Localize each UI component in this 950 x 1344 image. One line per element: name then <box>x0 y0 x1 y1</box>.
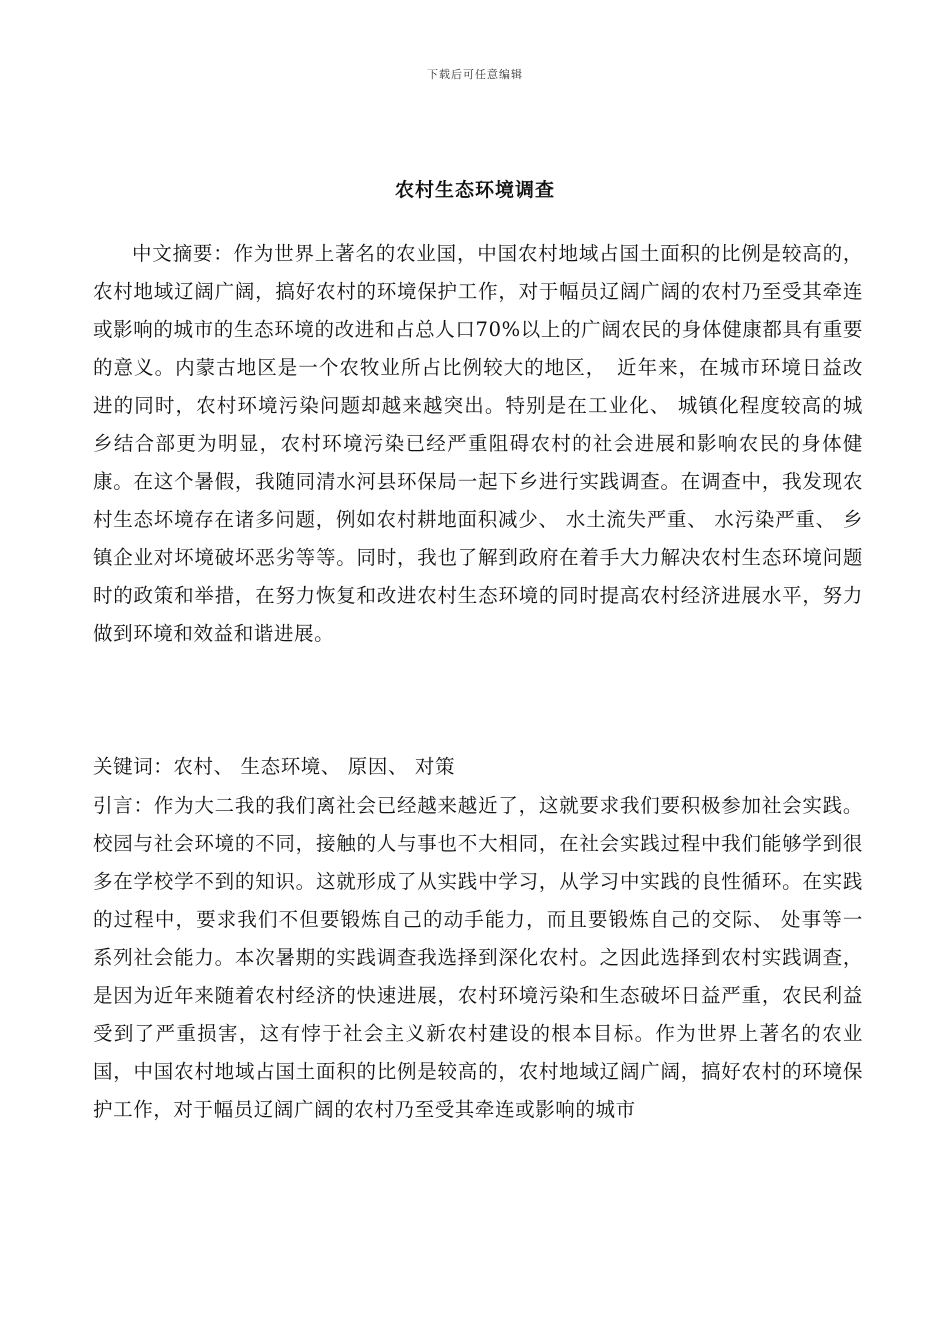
introduction-section <box>93 787 863 1227</box>
abstract-paragraph: 中文摘要：作为世界上著名的农业国，中国农村地域占国土面积的比例是较高的，农村地域辽阔广阔，搞好农村的环境保护工作，对于幅员辽阔广阔的农村乃至受其牵连或影响的城市的生态环境的改进和占总人口70%以上的广阔农民的身体健康都具有重要的意义。内蒙古地区是一个农牧业所占比例较大的地区， 近年来，在城市环境日益改进的同时，农村环境污染问题却越来越突出。特别是在工业化、 城镇化程度较高的城乡结合部更为明显，农村环境污染已经严重阻碍农村的社会进展和影响农民的身体健康。在这个暑假，我随同清水河县环保局一起下乡进行实践调查。在调查中，我发现农村生态坏境存在诸多问题，例如农村耕地面积减少、 水土流失严重、 水污染严重、 乡镇企业对坏境破坏恶劣等等。同时，我也了解到政府在着手大力解决农村生态环境问题时的政策和举措，在努力恢复和改进农村生态环境的同时提高农村经济进展水平，努力做到环境和效益和谐进展。 <box>93 242 863 645</box>
keywords-section <box>93 748 863 786</box>
document-title: 农村生态环境调查 <box>394 179 555 201</box>
header-note: 下载后可任意编辑 <box>427 68 523 81</box>
abstract-section <box>93 235 863 653</box>
keywords-line: 关键词：农村、 生态环境、 原因、 对策 <box>93 755 456 778</box>
introduction-paragraph: 引言：作为大二我的我们离社会已经越来越近了，这就要求我们要积极参加社会实践。校园与社会环境的不同，接触的人与事也不大相同，在社会实践过程中我们能够学到很多在学校学不到的知识。这就形成了从实践中学习，从学习中实践的良性循环。在实践的过程中，要求我们不但要锻炼自己的动手能力，而且要锻炼自己的交际、 处事等一系列社会能力。本次暑期的实践调查我选择到深化农村。之因此选择到农村实践调查，是因为近年来随着农村经济的快速进展，农村环境污染和生态破坏日益严重，农民利益受到了严重损害，这有悖于社会主义新农村建设的根本目标。作为世界上著名的农业国，中国农村地域占国土面积的比例是较高的，农村地域辽阔广阔，搞好农村的环境保护工作，对于幅员辽阔广阔的农村乃至受其牵连或影响的城市 <box>93 794 863 1121</box>
